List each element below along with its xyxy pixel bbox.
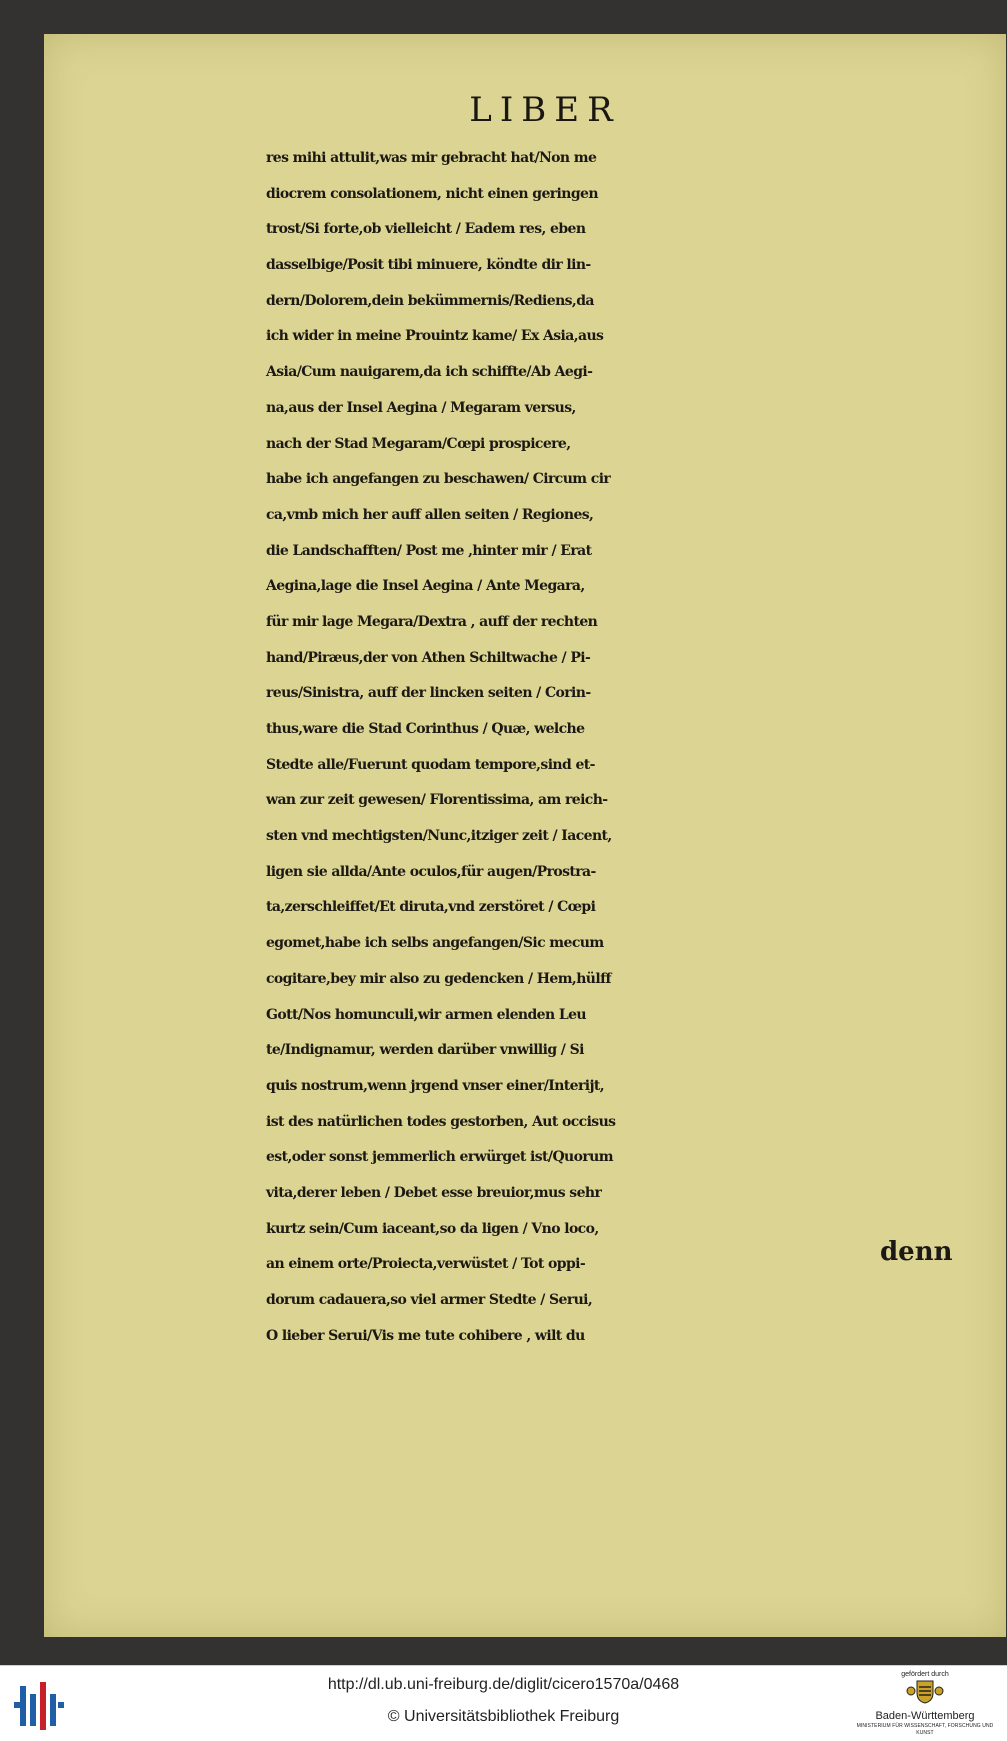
running-head: LIBER (469, 90, 621, 130)
text-line: dorum cadauera,so viel armer Stedte / Serui, (266, 1292, 593, 1308)
text-line: für mir lage Megara/Dextra , auff der rechten (266, 613, 598, 630)
sponsor-state: Baden-Württemberg (875, 1710, 975, 1722)
text-line: est,oder sonst jemmerlich erwürget ist/Quorum (266, 1149, 613, 1166)
text-line: trost/Si forte,ob vielleicht / Eadem res, eben (266, 221, 586, 238)
text-line: dasselbige/Posit tibi minuere, köndte dir lin- (266, 257, 591, 274)
text-block (266, 141, 1006, 1354)
text-line: O lieber Serui/Vis me tute cohibere , wilt du (266, 1327, 585, 1344)
text-line: diocrem consolationem, nicht einen geringen (266, 185, 598, 202)
sponsor-block (850, 1670, 1000, 1740)
coat-of-arms-icon (905, 1679, 945, 1705)
text-line: die Landschafften/ Post me ,hinter mir / Erat (266, 542, 592, 559)
text-line: cogitare,bey mir also zu gedencken / Hem,hülff (266, 970, 611, 987)
text-line: ca,vmb mich her auff allen seiten / Regiones, (266, 506, 594, 523)
text-line: wan zur zeit gewesen/ Florentissima, am reich- (266, 792, 608, 809)
text-line: Aegina,lage die Insel Aegina / Ante Megara, (266, 578, 585, 595)
text-line: te/Indignamur, werden darüber vnwillig / Si (266, 1042, 584, 1059)
text-line: ich wider in meine Prouintz kame/ Ex Asia,aus (266, 328, 604, 345)
sponsor-label: gefördert durch (901, 1671, 949, 1678)
text-line: nach der Stad Megaram/Cœpi prospicere, (266, 435, 571, 452)
text-line: Stedte alle/Fuerunt quodam tempore,sind et- (266, 756, 595, 773)
sponsor-ministry: MINISTERIUM FÜR WISSENSCHAFT, FORSCHUNG UND KUNST (856, 1723, 994, 1736)
viewer-footer (0, 1665, 1007, 1741)
text-line: vita,derer leben / Debet esse breuior,mus sehr (266, 1184, 602, 1201)
text-line: Gott/Nos homunculi,wir armen elenden Leu (266, 1006, 586, 1023)
text-line: Asia/Cum nauigarem,da ich schiffte/Ab Aegi- (266, 364, 593, 381)
text-line: dern/Dolorem,dein bekümmernis/Rediens,da (266, 292, 594, 309)
text-line: habe ich angefangen zu beschawen/ Circum cir (266, 471, 611, 488)
text-line: egomet,habe ich selbs angefangen/Sic mecum (266, 935, 604, 952)
text-line: ist des natürlichen todes gestorben, Aut occisus (266, 1113, 616, 1130)
text-line: thus,ware die Stad Corinthus / Quæ, welche (266, 721, 585, 737)
text-line: quis nostrum,wenn jrgend vnser einer/Interijt, (266, 1077, 605, 1094)
copyright-notice: © Universitätsbibliothek Freiburg (387, 1708, 620, 1725)
text-line: kurtz sein/Cum iaceant,so da ligen / Vno loco, (266, 1220, 599, 1237)
document-url[interactable]: http://dl.ub.uni-freiburg.de/diglit/cicero1570a/0468 (327, 1676, 680, 1693)
text-line: an einem orte/Proiecta,verwüstet / Tot oppi- (266, 1256, 586, 1273)
text-line: na,aus der Insel Aegina / Megaram versus, (266, 399, 576, 416)
text-line: sten vnd mechtigsten/Nunc,itziger zeit / Iacent, (266, 828, 612, 845)
text-line: res mihi attulit,was mir gebracht hat/Non me (266, 150, 597, 166)
text-line: ta,zerschleiffet/Et diruta,vnd zerstöret / Cœpi (266, 899, 596, 916)
text-line: ligen sie allda/Ante oculos,für augen/Prostra- (266, 863, 596, 880)
text-line: hand/Piræus,der von Athen Schiltwache / Pi- (266, 649, 591, 666)
catchword: denn (880, 1237, 953, 1267)
text-line: reus/Sinistra, auff der lincken seiten / Corin- (266, 685, 591, 702)
book-page (44, 34, 1006, 1637)
